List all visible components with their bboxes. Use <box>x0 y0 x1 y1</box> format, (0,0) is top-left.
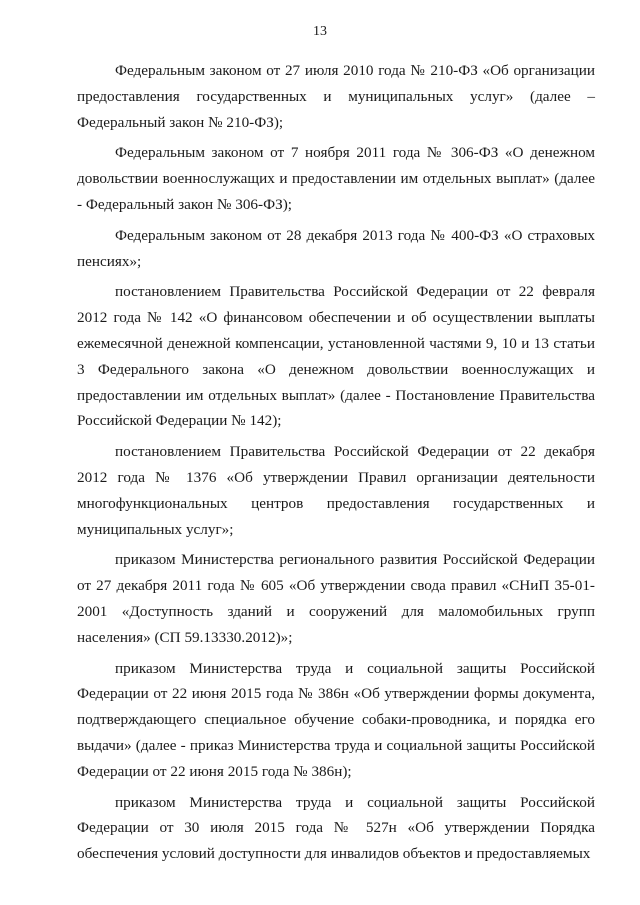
page-number: 13 <box>313 24 327 39</box>
paragraph-fz-400: Федеральным законом от 28 декабря 2013 года № 400-ФЗ «О страховых пенсиях»; <box>77 226 595 270</box>
paragraph-fz-210: Федеральным законом от 27 июля 2010 года № 210-ФЗ «Об организации предоставления государственных и муниципальных услуг» (далее – Федеральный закон № 210-ФЗ); <box>77 62 595 131</box>
paragraph-fz-306: Федеральным законом от 7 ноября 2011 года № 306-ФЗ «О денежном довольствии военнослужащих и предоставлении им отдельных выплат» (далее - Федеральный закон № 306-ФЗ); <box>77 144 595 213</box>
paragraph-decree-142: постановлением Правительства Российской Федерации от 22 февраля 2012 года № 142 «О финансовом обеспечении и об осуществлении выплаты ежемесячной денежной компенсации, установленной частями 9, 10 и 13 статьи 3 Федерального закона «О денежном довольствии военнослужащих и предоставлении им отдельных выплат» (далее - Постановление Правительства Российской Федерации № 142); <box>77 283 595 430</box>
paragraph-order-386n: приказом Министерства труда и социальной защиты Российской Федерации от 22 июня 2015 года № 386н «Об утверждении формы документа, подтверждающего специальное обучение собаки-проводника, и порядка его выдачи» (далее - приказ Министерства труда и социальной защиты Российской Федерации от 22 июня 2015 года № 386н); <box>77 659 595 780</box>
paragraph-decree-1376: постановлением Правительства Российской Федерации от 22 декабря 2012 года № 1376 «Об утверждении Правил организации деятельности многофункциональных центров предоставления государственных и муниципальных услуг»; <box>77 443 595 538</box>
document-body <box>77 58 595 872</box>
paragraph-order-527n: приказом Министерства труда и социальной защиты Российской Федерации от 30 июля 2015 года № 527н «Об утверждении Порядка обеспечения условий доступности для инвалидов объектов и предоставляемых <box>77 793 595 863</box>
paragraph-order-605: приказом Министерства регионального развития Российской Федерации от 27 декабря 2011 года № 605 «Об утверждении свода правил «СНиП 35-01-2001 «Доступность зданий и сооружений для маломобильных групп населения» (СП 59.13330.2012)»; <box>77 551 595 646</box>
